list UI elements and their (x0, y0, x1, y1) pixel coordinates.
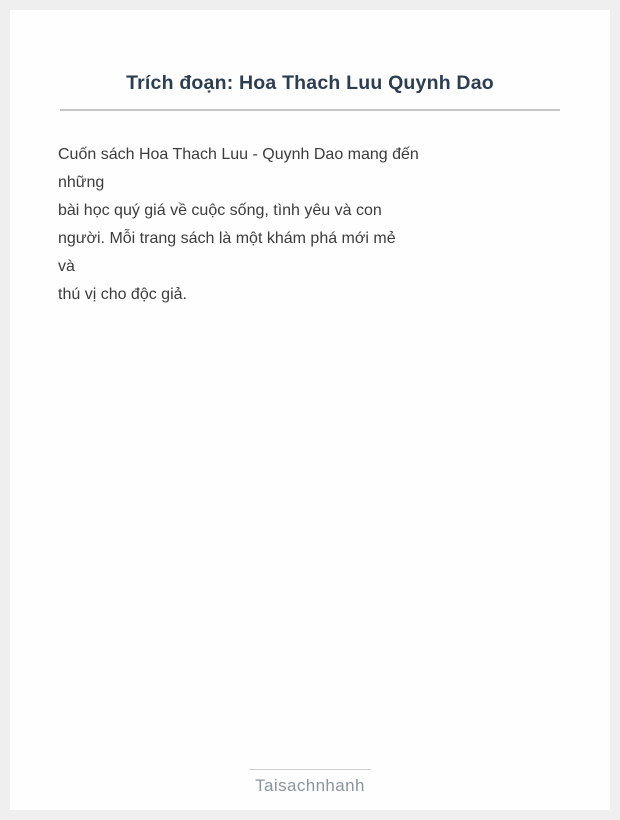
excerpt-paragraph (58, 141, 562, 309)
page-footer (10, 769, 610, 796)
excerpt-line: và (58, 258, 75, 275)
footer-divider (249, 769, 371, 770)
footer-brand: Taisachnhanh (255, 776, 365, 795)
excerpt-line: thú vị cho độc giả. (58, 286, 187, 303)
title-divider (60, 109, 560, 111)
document-page (10, 10, 610, 810)
excerpt-line: những (58, 174, 105, 191)
page-title: Trích đoạn: Hoa Thach Luu Quynh Dao (126, 72, 494, 94)
excerpt-line: người. Mỗi trang sách là một khám phá mới mẻ (58, 230, 396, 247)
excerpt-line: bài học quý giá về cuộc sống, tình yêu và con (58, 202, 382, 219)
excerpt-line: Cuốn sách Hoa Thach Luu - Quynh Dao mang đến (58, 146, 419, 163)
